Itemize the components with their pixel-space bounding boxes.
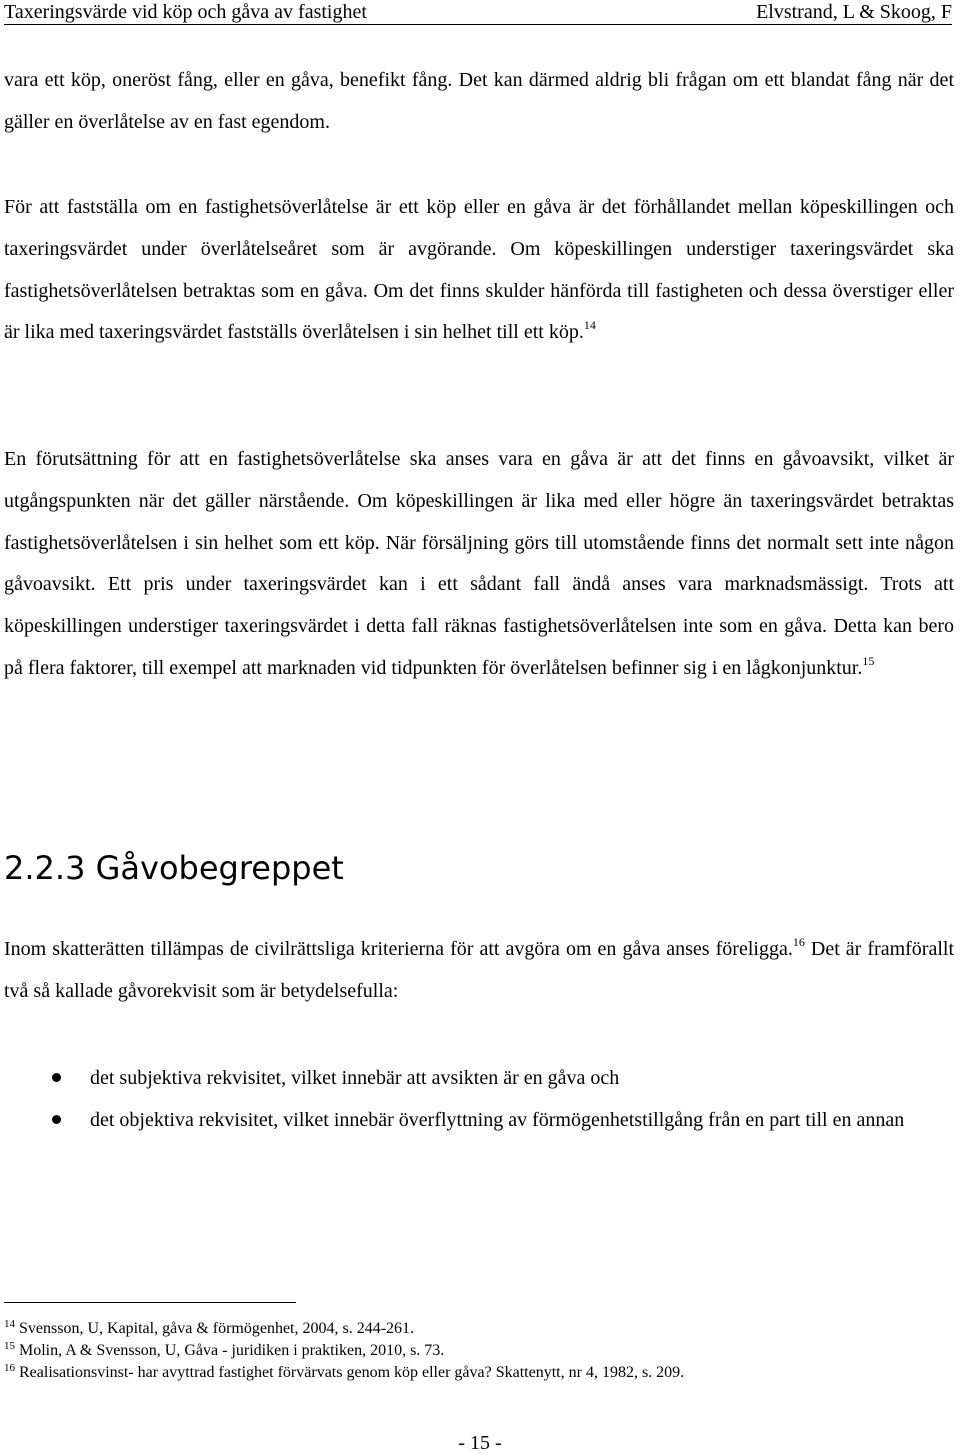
bullet-list [0, 1057, 958, 1141]
footnote-number: 15 [4, 1340, 15, 1352]
footnotes [4, 1318, 684, 1384]
paragraph-2-text: För att fastställa om en fastighetsöverlåtelse är ett köp eller en gåva är det förhållandet mellan köpeskillingen och taxeringsvärdet under överlåtelseåret som är avgörande. Om köpeskillingen understiger taxeringsvärdet ska fastighetsöverlåtelsen betraktas som en gåva. Om det finns skulder hänförda till fastigheten och dessa överstiger eller är lika med taxeringsvärdet fastställs överlåtelsen i sin helhet till ett köp. [4, 196, 954, 344]
bullet-icon [52, 1073, 61, 1082]
footnote-text: Svensson, U, Kapital, gåva & förmögenhet, 2004, s. 244-261. [19, 1320, 415, 1337]
paragraph-3-text: En förutsättning för att en fastighetsöverlåtelse ska anses vara en gåva är att det finns en gåvoavsikt, vilket är utgångspunkten när det gäller närstående. Om köpeskillingen är lika med eller högre än taxeringsvärdet betraktas fastighetsöverlåtelsen i sin helhet som ett köp. När försäljning görs till utomstående finns det normalt sett inte någon gåvoavsikt. Ett pris under taxeringsvärdet kan i ett sådant fall ändå anses vara marknadsmässigt. Trots att köpeskillingen understiger taxeringsvärdet i detta fall räknas fastighetsöverlåtelsen inte som en gåva. Detta kan bero på flera faktorer, till exempel att marknaden vid tidpunkten för överlåtelsen befinner sig i en lågkonjunktur. [4, 448, 954, 679]
paragraph-2 [4, 187, 954, 354]
list-item [0, 1057, 958, 1099]
footnote-text: Realisationsvinst- har avyttrad fastighet förvärvats genom köp eller gåva? Skattenytt, nr 4, 1982, s. 209. [19, 1364, 685, 1381]
paragraph-1 [4, 60, 954, 144]
paragraph-4-text-b: Det är framförallt två så kallade gåvorekvisit som är betydelsefulla: [4, 938, 954, 1002]
list-item-text: det objektiva rekvisitet, vilket innebär överflyttning av förmögenhetstillgång från en part till en annan [90, 1109, 905, 1131]
footnote-number: 14 [4, 1318, 15, 1330]
list-item [0, 1099, 958, 1141]
footnote [4, 1362, 684, 1384]
page-number: - 15 - [458, 1432, 502, 1454]
paragraph-3 [4, 439, 954, 690]
footnote-ref-14: 14 [583, 318, 596, 333]
paragraph-1-text: vara ett köp, oneröst fång, eller en gåva, benefikt fång. Det kan därmed aldrig bli frågan om ett blandat fång när det gäller en överlåtelse av en fast egendom. [4, 69, 954, 133]
paragraph-4-text-a: Inom skatterätten tillämpas de civilrättsliga kriterierna för att avgöra om en gåva anses föreligga. [4, 938, 793, 960]
bullet-icon [52, 1115, 61, 1124]
footnote-ref-16: 16 [792, 935, 805, 949]
footnote-text: Molin, A & Svensson, U, Gåva - juridiken i praktiken, 2010, s. 73. [19, 1342, 445, 1359]
section-heading: 2.2.3 Gåvobegreppet [4, 849, 344, 887]
footnote-ref-15: 15 [862, 653, 875, 668]
list-item-text: det subjektiva rekvisitet, vilket innebär att avsikten är en gåva och [90, 1067, 620, 1089]
footnote [4, 1340, 684, 1362]
footnote-divider [4, 1302, 296, 1303]
header-title: Taxeringsvärde vid köp och gåva av fastighet [4, 1, 367, 23]
header-authors: Elvstrand, L & Skoog, F [756, 1, 952, 23]
page-header [4, 0, 952, 25]
footnote-number: 16 [4, 1362, 15, 1374]
paragraph-4 [4, 929, 954, 1013]
footnote [4, 1318, 684, 1340]
